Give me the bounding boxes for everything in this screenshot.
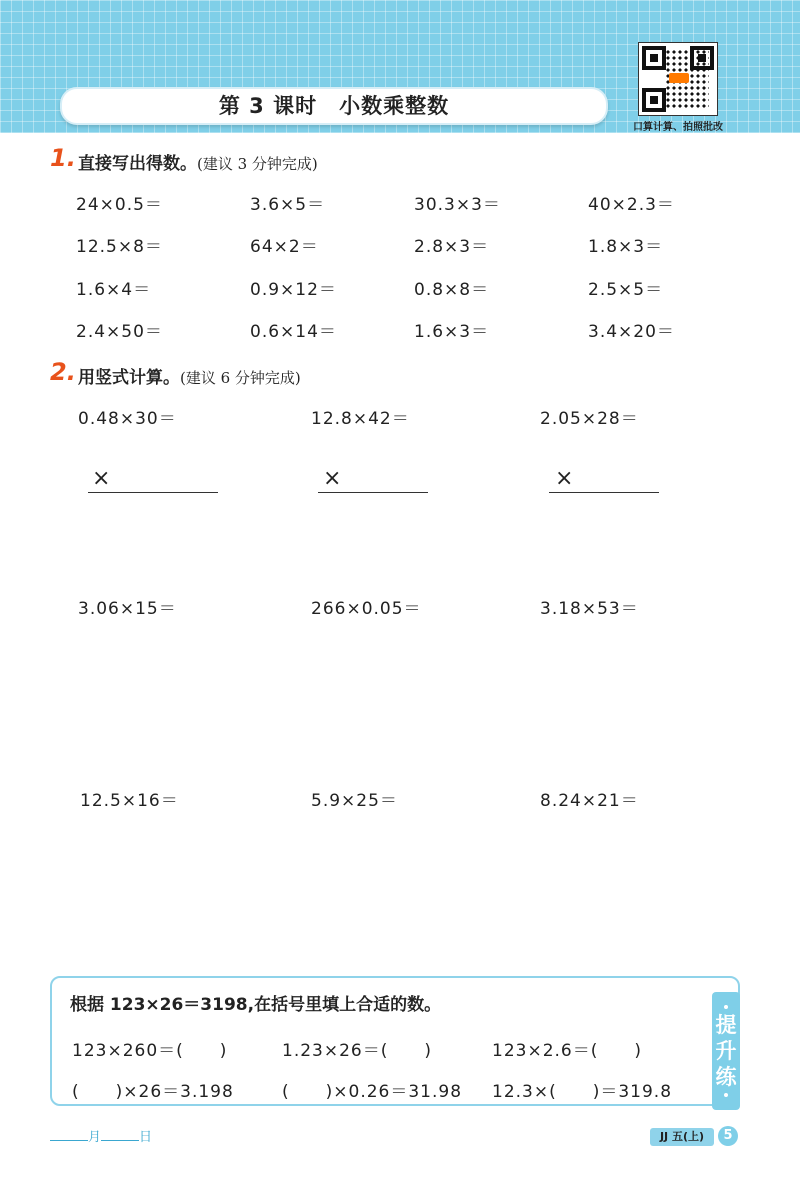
- vertical-problem: 12.5×16＝: [80, 791, 179, 811]
- oral-problem: 3.6×5＝: [250, 195, 326, 215]
- tab-char: 升: [715, 1039, 737, 1063]
- oral-problem: 24×0.5＝: [76, 195, 163, 215]
- oral-problem: 0.8×8＝: [414, 280, 490, 300]
- tab-char: 练: [715, 1065, 737, 1089]
- vertical-problem: 3.06×15＝: [78, 599, 177, 619]
- oral-problem: 1.6×4＝: [76, 280, 152, 300]
- day-label: 日: [139, 1130, 153, 1145]
- section2-hint: (建议 6 分钟完成): [180, 369, 301, 387]
- tab-char: 提: [715, 1013, 737, 1037]
- qr-caption: 口算计算、拍照批改: [633, 122, 723, 133]
- oral-problem: 1.6×3＝: [414, 322, 490, 342]
- section2-number: 2.: [50, 358, 76, 386]
- oral-problem: 12.5×8＝: [76, 237, 163, 257]
- fill-blank-problem: ( )×0.26＝31.98: [282, 1082, 463, 1102]
- qr-finder-icon: [642, 46, 666, 70]
- vertical-problem: 2.05×28＝: [540, 409, 639, 429]
- oral-problem: 3.4×20＝: [588, 322, 675, 342]
- oral-problem: 40×2.3＝: [588, 195, 675, 215]
- extension-title: 根据 123×26＝3198,在括号里填上合适的数。: [70, 995, 442, 1015]
- section1-hint: (建议 3 分钟完成): [197, 155, 318, 173]
- section1-heading: [78, 149, 318, 174]
- vertical-problem: 8.24×21＝: [540, 791, 639, 811]
- section2-heading: [78, 363, 301, 388]
- qr-finder-icon: [642, 88, 666, 112]
- month-blank[interactable]: [50, 1128, 88, 1141]
- date-field: [50, 1126, 152, 1145]
- section1-title: 直接写出得数。: [78, 154, 197, 174]
- oral-problem: 0.6×14＝: [250, 322, 337, 342]
- fill-blank-problem: 12.3×( )＝319.8: [492, 1082, 673, 1102]
- vertical-calc-line: [318, 492, 428, 493]
- vertical-calc-line: [88, 492, 218, 493]
- oral-problem: 1.8×3＝: [588, 237, 664, 257]
- vertical-problem: 3.18×53＝: [540, 599, 639, 619]
- oral-problem: 2.8×3＝: [414, 237, 490, 257]
- day-blank[interactable]: [101, 1128, 139, 1141]
- oral-problem: 30.3×3＝: [414, 195, 501, 215]
- lesson-title: 第 3 课时 小数乘整数: [60, 87, 608, 125]
- section2-title: 用竖式计算。: [78, 368, 180, 388]
- fill-blank-problem: 123×260＝( ): [72, 1041, 228, 1061]
- fill-blank-problem: 1.23×26＝( ): [282, 1041, 432, 1061]
- oral-problem: 2.5×5＝: [588, 280, 664, 300]
- fill-blank-problem: 123×2.6＝( ): [492, 1041, 642, 1061]
- month-label: 月: [88, 1130, 102, 1145]
- vertical-problem: 5.9×25＝: [311, 791, 398, 811]
- dot-icon: [724, 1005, 728, 1009]
- oral-problem: 2.4×50＝: [76, 322, 163, 342]
- vertical-problem: 266×0.05＝: [311, 599, 422, 619]
- section1-number: 1.: [50, 144, 76, 172]
- qr-logo-icon: [669, 73, 689, 83]
- times-sign: ×: [92, 466, 111, 491]
- vertical-problem: 12.8×42＝: [311, 409, 410, 429]
- times-sign: ×: [555, 466, 574, 491]
- oral-problem: 0.9×12＝: [250, 280, 337, 300]
- extension-tab: [712, 992, 740, 1110]
- qr-code[interactable]: [638, 42, 718, 116]
- grade-badge: JJ 五(上): [650, 1128, 714, 1146]
- vertical-problem: 0.48×30＝: [78, 409, 177, 429]
- fill-blank-problem: ( )×26＝3.198: [72, 1082, 234, 1102]
- page-number: 5: [718, 1126, 738, 1146]
- vertical-calc-line: [549, 492, 659, 493]
- oral-problem: 64×2＝: [250, 237, 319, 257]
- times-sign: ×: [323, 466, 342, 491]
- dot-icon: [724, 1093, 728, 1097]
